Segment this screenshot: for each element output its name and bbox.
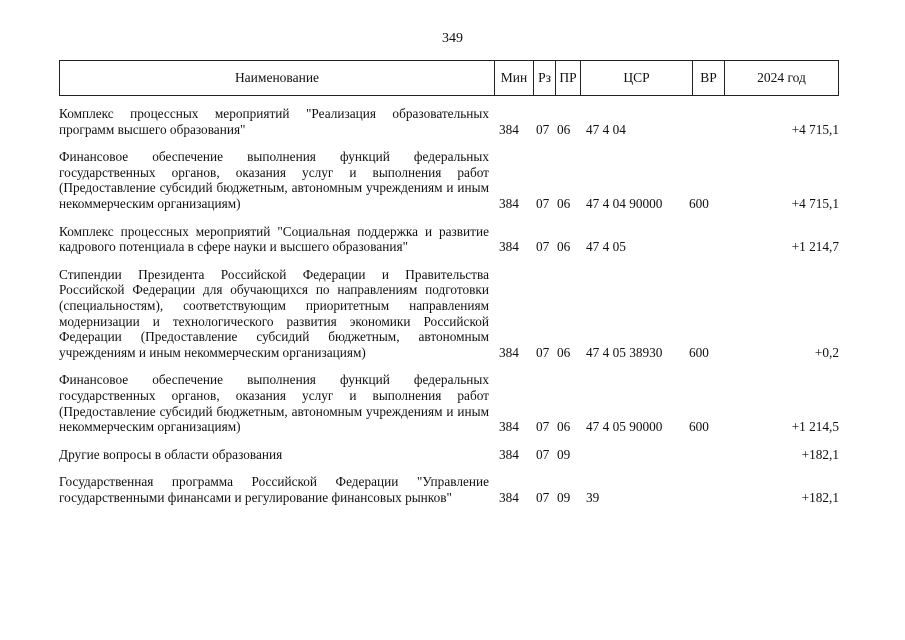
row-pr: 06 (557, 239, 571, 255)
header-min: Мин (494, 61, 533, 95)
table-header (59, 60, 839, 96)
row-name: Государственная программа Российской Федерации "Управление государственными финансами и регулирование финансовых рынков" (59, 474, 489, 505)
row-csr: 47 4 04 90000 (586, 195, 663, 211)
row-csr: 47 4 05 (586, 239, 626, 255)
row-min: 384 (499, 419, 519, 435)
row-csr: 47 4 05 90000 (586, 419, 663, 435)
table-row (59, 149, 839, 211)
header-name: Наименование (234, 70, 320, 86)
row-csr: 39 (586, 489, 600, 505)
row-value: +1 214,7 (791, 239, 839, 255)
table-row (59, 372, 839, 434)
row-rz: 07 (536, 121, 550, 137)
header-vr: ВР (692, 61, 724, 95)
row-value: +0,2 (814, 344, 839, 360)
row-value: +1 214,5 (791, 419, 839, 435)
row-pr: 06 (557, 195, 571, 211)
row-rz: 07 (536, 446, 550, 462)
row-min: 384 (499, 489, 519, 505)
row-name: Финансовое обеспечение выполнения функций федеральных государственных органов, оказания услуг и выполнения работ (Предоставление субсидий бюджетным, автономным учреждениям и иным некоммерческим организациям) (59, 372, 489, 435)
header-csr: ЦСР (580, 61, 692, 95)
row-min: 384 (499, 239, 519, 255)
row-value: +4 715,1 (791, 195, 839, 211)
table-row (59, 106, 839, 137)
row-name: Другие вопросы в области образования (59, 446, 283, 462)
row-value: +4 715,1 (791, 121, 839, 137)
row-value: +182,1 (801, 489, 839, 505)
row-rz: 07 (536, 489, 550, 505)
row-vr: 600 (689, 344, 709, 360)
row-vr: 600 (689, 195, 709, 211)
table-row (59, 447, 839, 463)
row-codes (59, 490, 839, 506)
row-min: 384 (499, 344, 519, 360)
row-min: 384 (499, 446, 519, 462)
row-codes (59, 239, 839, 255)
table-row (59, 267, 839, 361)
table-row (59, 224, 839, 255)
row-codes (59, 196, 839, 212)
header-year: 2024 год (724, 61, 838, 95)
row-codes (59, 447, 839, 463)
row-value: +182,1 (801, 446, 839, 462)
row-vr: 600 (689, 419, 709, 435)
row-name: Финансовое обеспечение выполнения функций федеральных государственных органов, оказания услуг и выполнения работ (Предоставление субсидий бюджетным, автономным учреждениям и иным некоммерческим организациям) (59, 149, 489, 211)
row-min: 384 (499, 195, 519, 211)
row-pr: 06 (557, 344, 571, 360)
row-pr: 06 (557, 419, 571, 435)
row-csr: 47 4 04 (586, 121, 626, 137)
row-min: 384 (499, 121, 519, 137)
row-codes (59, 345, 839, 361)
row-rz: 07 (536, 239, 550, 255)
page-number: 349 (442, 31, 463, 46)
row-name: Стипендии Президента Российской Федерации и Правительства Российской Федерации для обучающихся по направлениям подготовки (специальностям), соответствующим приоритетным направлениям модернизации и технологического развития экономики Российской Федерации (Предоставление субсидий бюджетным, автономным учреждениям и иным некоммерческим организациям) (59, 266, 489, 360)
row-name: Комплекс процессных мероприятий "Реализация образовательных программ высшего образования" (59, 106, 489, 137)
table-body (59, 106, 839, 517)
row-pr: 09 (557, 489, 571, 505)
header-pr: ПР (555, 61, 580, 95)
header-rz: Рз (533, 61, 555, 95)
table-row (59, 474, 839, 505)
row-rz: 07 (536, 419, 550, 435)
row-codes (59, 122, 839, 138)
row-pr: 09 (557, 446, 571, 462)
row-name: Комплекс процессных мероприятий "Социальная поддержка и развитие кадрового потенциала в сфере науки и высшего образования" (59, 223, 489, 255)
row-rz: 07 (536, 195, 550, 211)
row-pr: 06 (557, 121, 571, 137)
row-csr: 47 4 05 38930 (586, 344, 663, 360)
row-codes (59, 419, 839, 435)
row-rz: 07 (536, 344, 550, 360)
